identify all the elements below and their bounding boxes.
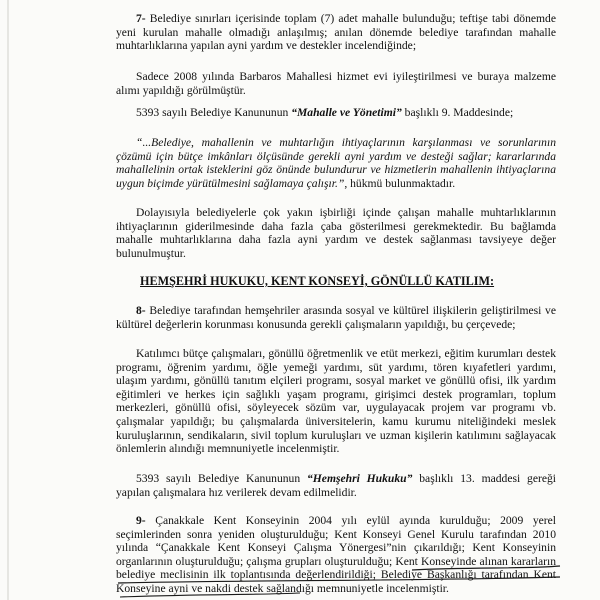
section-heading: HEMŞEHRİ HUKUKU, KENT KONSEYİ, GÖNÜLLÜ KATILIM: <box>140 274 495 288</box>
paragraph-7 <box>116 12 556 53</box>
quote-text: “...Belediye, mahallenin ve muhtarlığın ihtiyaçlarının karşılanması ve sorunlarının çözümü için bütçe imkânları ölçüsünde gerekli ayni yardım ve desteği sağlar; kararlarında mahallelinin ortak isteklerini göz önünde bulundurur ve hizmetlerin mahallenin ihtiyaçlarına uygun biçimde yürütülmesini sağlamaya çalışır.” <box>116 136 556 190</box>
paragraph-dolayisiyla: Dolayısıyla belediyelerle çok yakın işbirliği içinde çalışan mahalle muhtarlıklarının ihtiyaçlarının giderilmesinde daha fazla çaba gösterilmesi gerekmektedir. Bu bağlamda mahalle muhtarlıklarına daha fazla ayni yardım ve destek sağlanması tavsiyeye değer bulunulmuştur. <box>116 206 556 260</box>
paragraph-katilimci: Katılımcı bütçe çalışmaları, gönüllü öğretmenlik ve etüt merkezi, eğitim kurumları destek programı, öğrenim yardımı, öğle yemeği yardımı, süt yardımı, tören kıyafetleri yardımı, ulaşım yardımı, gönüllü tanıtım elçileri programı, sosyal market ve gönüllü ofisi, ilk yardım eğitimleri ve herkes için sağlıklı yaşam programı, girişimci destek programları, toplum merkezleri, gönüllü ofisi, söyleyecek sözüm var, uygulayacak projem var programı vb. çalışmalar yapıldığı; bu çalışmalarda üniversitelerin, kamu kurumu niteliğindeki meslek kuruluşlarının, sendikaların, sivil toplum kuruluşları ve uzman kişilerin katılımını sağlayacak önlemlerin alındığı memnuniyetle incelenmiştir. <box>116 347 556 456</box>
paragraph-5393-hemsehri: 5393 sayılı Belediye Kanununun “Hemşehri Hukuku” başlıklı 13. maddesi gereği yapılan çalışmalara hız verilerek devam edilmelidir. <box>116 472 557 499</box>
paragraph-text: Belediye sınırları içerisinde toplam (7) adet mahalle bulunduğu; teftişe tabi dönemde yeni kurulan mahalle olmadığı anlaşılmış; anılan dönemde belediye tarafından mahalle muhtarlıklarına yapılan ayni yardım ve destekler incelendiğinde; <box>116 12 556 53</box>
paragraph-sadece: Sadece 2008 yılında Barbaros Mahallesi hizmet evi iyileştirilmesi ve buraya malzeme alımı yapıldığı görülmüştür. <box>116 70 556 97</box>
paragraph-5393-mahalle: 5393 sayılı Belediye Kanununun “Mahalle ve Yönetimi” başlıklı 9. Maddesinde; <box>136 106 514 119</box>
law-title: “Hemşehri Hukuku” <box>306 472 413 485</box>
paragraph-9 <box>116 514 556 596</box>
paragraph-number: 7- <box>136 12 146 25</box>
paragraph-number: 8- <box>136 304 146 317</box>
paragraph-number: 9- <box>136 514 146 527</box>
law-title: “Mahalle ve Yönetimi” <box>291 106 402 119</box>
paragraph-8 <box>116 304 556 331</box>
paragraph-text: Belediye tarafından hemşehriler arasında sosyal ve kültürel ilişkilerin geliştirilmesi ve kültürel değerlerin korunması konusunda gerekli çalışmaların yapıldığı, bu çerçevede; <box>116 304 556 331</box>
paragraph-text: Çanakkale Kent Konseyinin 2004 yılı eylül ayında kurulduğu; 2009 yerel seçimlerinden sonra yeniden oluşturulduğu; Kent Konseyi Genel Kurulu tarafından 2010 yılında “Çanakkale Kent Konseyi Çalışma Yönergesi”nin çıkarıldığı; Kent Konseyinin organlarının oluşturulduğu; çalışma grupları oluşturulduğu; Kent Konseyinde alınan kararların belediye meclisinin ilk toplantısında değerlendirildiği; Belediye Başkanlığı tarafından Kent Konseyine ayni ve nakdi destek sağlandığı memnuniyetle incelenmiştir. <box>116 514 556 595</box>
quote-article-9: “...Belediye, mahallenin ve muhtarlığın ihtiyaçlarının karşılanması ve sorunlarının çözümü için bütçe imkânları ölçüsünde gerekli ayni yardım ve desteği sağlar; kararlarında mahallelinin ortak isteklerini göz önünde bulundurur ve hizmetlerin mahallenin ihtiyaçlarına uygun biçimde yürütülmesini sağlamaya çalışır.”, hükmü bulunmaktadır. <box>116 136 556 190</box>
